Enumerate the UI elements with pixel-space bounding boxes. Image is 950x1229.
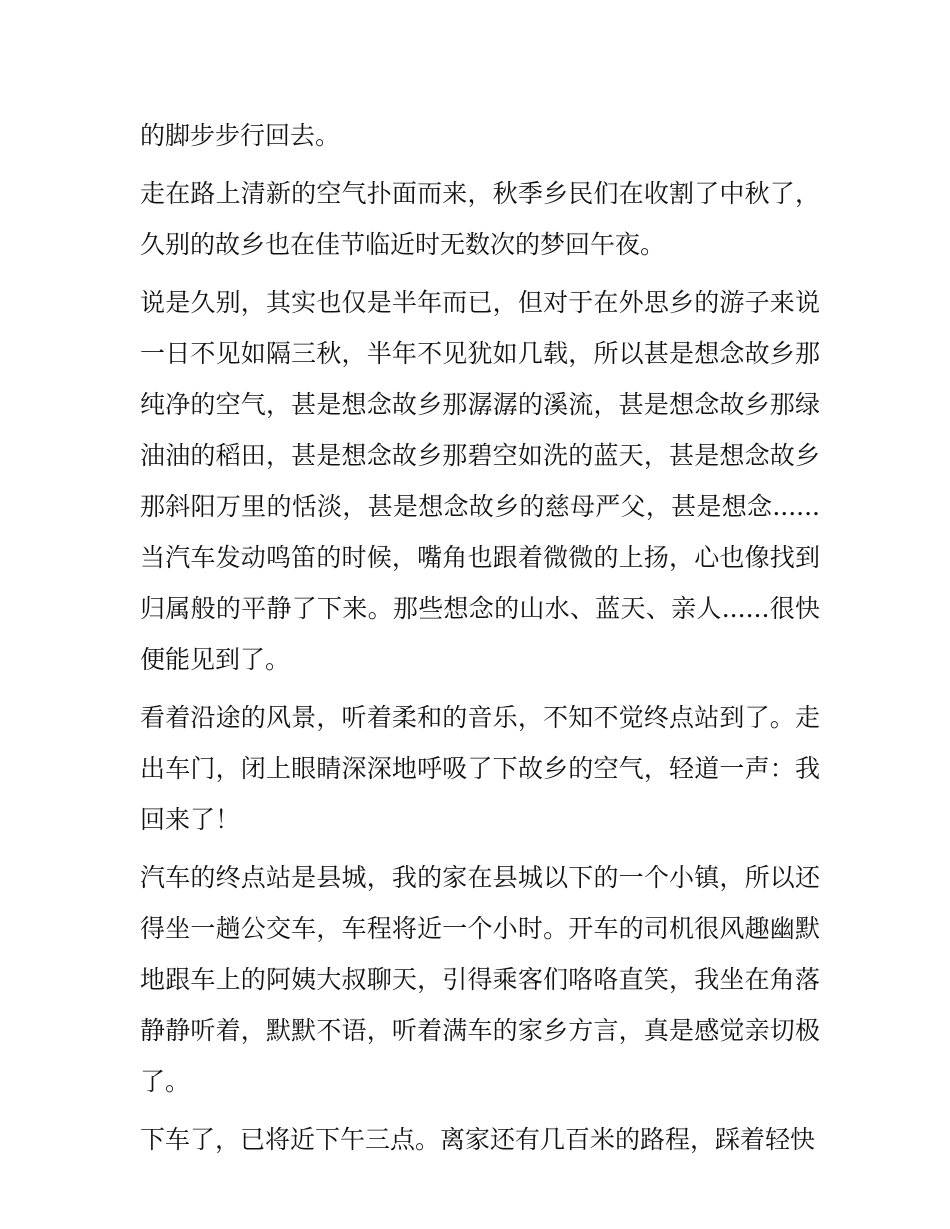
paragraph: 的脚步步行回去。: [140, 121, 341, 150]
document-body: [140, 110, 820, 1172]
paragraph: 走在路上清新的空气扑面而来，秋季乡民们在收割了中秋了，久别的故乡也在佳节临近时无数次的梦回午夜。: [140, 179, 820, 259]
paragraph: 说是久别，其实也仅是半年而已，但对于在外思乡的游子来说一日不见如隔三秋，半年不见犹如几载，所以甚是想念故乡那纯净的空气，甚是想念故乡那潺潺的溪流，甚是想念故乡那绿油油的稻田，甚是想念故乡那碧空如洗的蓝天，甚是想念故乡那斜阳万里的恬淡，甚是想念故乡的慈母严父，甚是想念......当汽车发动鸣笛的时候，嘴角也跟着微微的上扬，心也像找到归属般的平静了下来。那些想念的山水、蓝天、亲人......很快便能见到了。: [140, 288, 820, 674]
paragraph: 汽车的终点站是县城，我的家在县城以下的一个小镇，所以还得坐一趟公交车，车程将近一个小时。开车的司机很风趣幽默地跟车上的阿姨大叔聊天，引得乘客们咯咯直笑，我坐在角落静静听着，默默不语，听着满车的家乡方言，真是感觉亲切极了。: [140, 863, 820, 1096]
paragraph: 看着沿途的风景，听着柔和的音乐，不知不觉终点站到了。走出车门，闭上眼睛深深地呼吸了下故乡的空气，轻道一声：我回来了！: [140, 703, 820, 834]
paragraph: 下车了，已将近下午三点。离家还有几百米的路程，踩着轻快: [140, 1125, 816, 1154]
